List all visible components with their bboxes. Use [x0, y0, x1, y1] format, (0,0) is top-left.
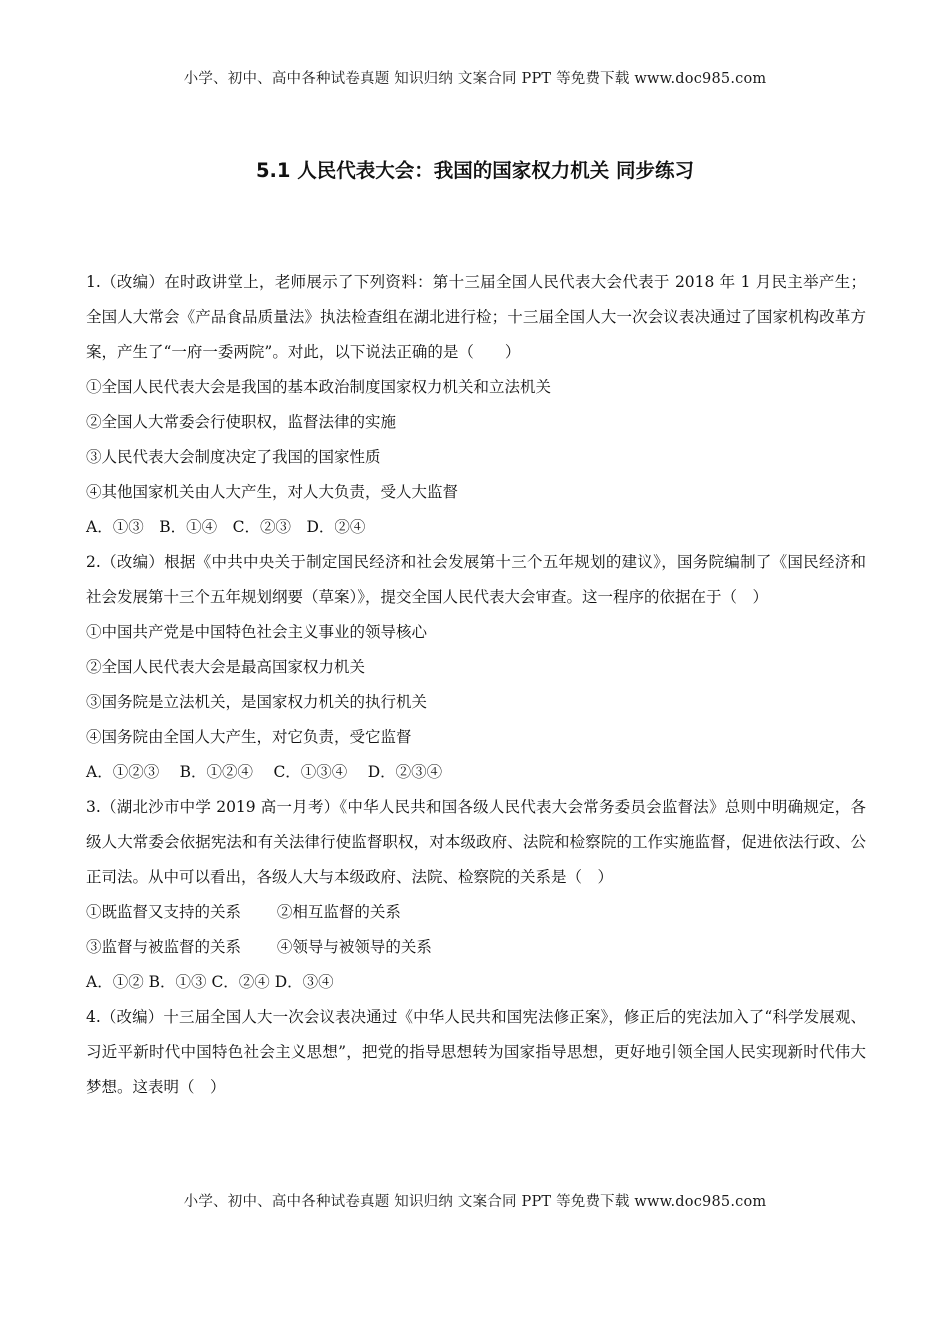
question-option: ④国务院由全国人大产生，对它负责，受它监督 — [86, 728, 412, 746]
question-option: ④其他国家机关由人大产生，对人大负责，受人大监督 — [86, 483, 459, 501]
question-stem: 3.（湖北沙市中学 2019 高一月考）《中华人民共和国各级人民代表大会常务委员会监督法》总则中明确规定，各级人大常委会依据宪法和有关法律行使监督职权，对本级政府、法院和检察院的工作实施监督，促进依法行政、公正司法。从中可以看出，各级人大与本级政府、法院、检察院的关系是（ ） — [86, 798, 866, 886]
answer-choices: A．①②③ B．①②④ C．①③④ D．②③④ — [86, 763, 443, 781]
question-option: ③监督与被监督的关系 ④领导与被领导的关系 — [86, 938, 432, 956]
question-stem: 1.（改编）在时政讲堂上，老师展示了下列资料：第十三届全国人民代表大会代表于 2018 年 1 月民主举产生；全国人大常会《产品食品质量法》执法检查组在湖北进行检；十三届全国人大一次会议表决通过了国家机构改革方案，产生了“一府一委两院”。对此，以下说法正确的是（ ） — [86, 273, 866, 361]
question-option: ①中国共产党是中国特色社会主义事业的领导核心 — [86, 623, 428, 641]
answer-choices: A．①③ B．①④ C．②③ D．②④ — [86, 518, 366, 536]
questions-content — [86, 265, 866, 1105]
question-4 — [86, 1000, 866, 1105]
question-2 — [86, 545, 866, 790]
question-option: ②全国人大常委会行使职权，监督法律的实施 — [86, 413, 397, 431]
answer-choices: A．①② B．①③ C．②④ D．③④ — [86, 973, 334, 991]
question-option: ①全国人民代表大会是我国的基本政治制度国家权力机关和立法机关 — [86, 378, 552, 396]
question-option: ②全国人民代表大会是最高国家权力机关 — [86, 658, 366, 676]
question-stem: 4.（改编）十三届全国人大一次会议表决通过《中华人民共和国宪法修正案》，修正后的宪法加入了“科学发展观、习近平新时代中国特色社会主义思想”，把党的指导思想转为国家指导思想，更好地引领全国人民实现新时代伟大梦想。这表明（ ） — [86, 1008, 866, 1096]
page-header: 小学、初中、高中各种试卷真题 知识归纳 文案合同 PPT 等免费下载 www.doc985.com — [183, 71, 767, 87]
question-3 — [86, 790, 866, 1000]
question-stem: 2.（改编）根据《中共中央关于制定国民经济和社会发展第十三个五年规划的建议》，国务院编制了《国民经济和社会发展第十三个五年规划纲要（草案）》，提交全国人民代表大会审查。这一程序的依据在于（ ） — [86, 553, 866, 606]
question-1 — [86, 265, 866, 545]
page-footer: 小学、初中、高中各种试卷真题 知识归纳 文案合同 PPT 等免费下载 www.doc985.com — [183, 1194, 767, 1210]
question-option: ③国务院是立法机关，是国家权力机关的执行机关 — [86, 693, 428, 711]
question-option: ③人民代表大会制度决定了我国的国家性质 — [86, 448, 381, 466]
page-title: 5.1 人民代表大会：我国的国家权力机关 同步练习 — [255, 159, 695, 182]
question-option: ①既监督又支持的关系 ②相互监督的关系 — [86, 903, 401, 921]
